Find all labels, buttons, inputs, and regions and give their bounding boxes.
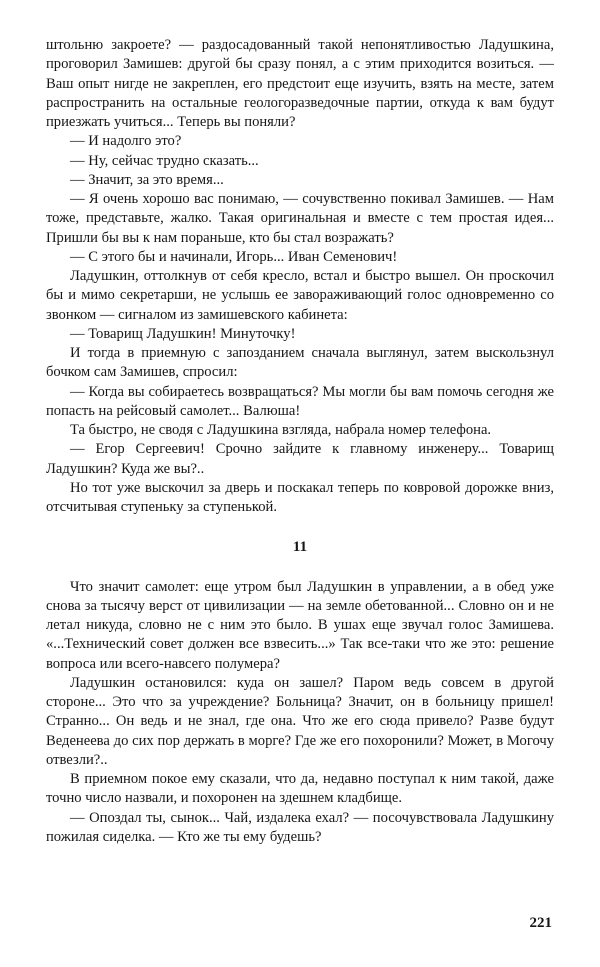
paragraph: — С этого бы и начинали, Игорь... Иван Семенович! xyxy=(70,248,398,265)
paragraph: — Опоздал ты, сынок... Чай, издалека ехал? — посочувствовала Ладушкину пожилая сиделка. — Кто же ты ему будешь? xyxy=(46,809,554,845)
paragraph: Но тот уже выскочил за дверь и поскакал теперь по ковровой дорожке вниз, отсчитывая ступеньку за ступенькой. xyxy=(46,479,554,515)
paragraph: — Когда вы собираетесь возвращаться? Мы могли бы вам помочь сегодня же попасть на рейсовый самолет... Валюша! xyxy=(46,383,554,419)
paragraph: — Значит, за это время... xyxy=(70,171,224,188)
paragraph: — Егор Сергеевич! Срочно зайдите к главному инженеру... Товарищ Ладушкин? Куда же вы?.. xyxy=(46,441,554,477)
paragraph: — Ну, сейчас трудно сказать... xyxy=(70,152,259,169)
book-page xyxy=(46,36,554,847)
paragraph: — И надолго это? xyxy=(70,133,182,150)
page-number: 221 xyxy=(529,915,552,931)
paragraph: штольню закроете? — раздосадованный такой непонятливостью Ладушкина, проговорил Замишев: другой бы сразу понял, а с этим приходится возиться. — Ваш опыт нигде не закреплен, его предстоит еще изучить, взять на месте, затем распространить на остальные геологоразведочные партии, откуда к вам будут приезжать учиться... Теперь вы поняли? xyxy=(46,37,554,130)
paragraph: В приемном покое ему сказали, что да, недавно поступал к ним такой, даже точно число назвали, и похоронен на здешнем кладбище. xyxy=(46,771,554,807)
paragraph: Что значит самолет: еще утром был Ладушкин в управлении, а в обед уже снова за тысячу верст от цивилизации — на земле обетованной... Словно он и не летал никуда, словно не с ним это было. В ушах еще звучал голос Замишева. «...Технический совет должен все взвесить...» Так все-таки что же это: решение вопроса или всего-навсего полумера? xyxy=(46,578,554,672)
paragraph: — Я очень хорошо вас понимаю, — сочувственно покивал Замишев. — Нам тоже, представьте, жалко. Такая оригинальная и вместе с тем простая идея... Пришли бы вы к нам пораньше, кто бы стал возражать? xyxy=(46,191,554,246)
paragraph: — Товарищ Ладушкин! Минуточку! xyxy=(70,325,296,342)
paragraph: Та быстро, не сводя с Ладушкина взгляда, набрала номер телефона. xyxy=(70,422,492,438)
section-after-chapter xyxy=(46,578,554,848)
paragraph: Ладушкин остановился: куда он зашел? Паром ведь совсем в другой стороне... Это что за учреждение? Больница? Значит, он в больницу пришел! Странно... Он ведь и не знал, где она. Что же его сюда привело? Разве будут Веденеева до сих пор держать в морге? Где же его похоронили? Может, в Могочу отвезли?.. xyxy=(46,674,554,768)
section-before-chapter xyxy=(46,36,554,517)
chapter-number: 11 xyxy=(292,539,308,556)
paragraph: Ладушкин, оттолкнув от себя кресло, встал и быстро вышел. Он проскочил бы и мимо секретарши, не услышь ее завораживающий голос одновременно со звонком — сигналом из замишевского кабинета: xyxy=(46,268,554,323)
paragraph: И тогда в приемную с запозданием сначала выглянул, затем выскользнул бочком сам Замишев, спросил: xyxy=(46,345,554,381)
